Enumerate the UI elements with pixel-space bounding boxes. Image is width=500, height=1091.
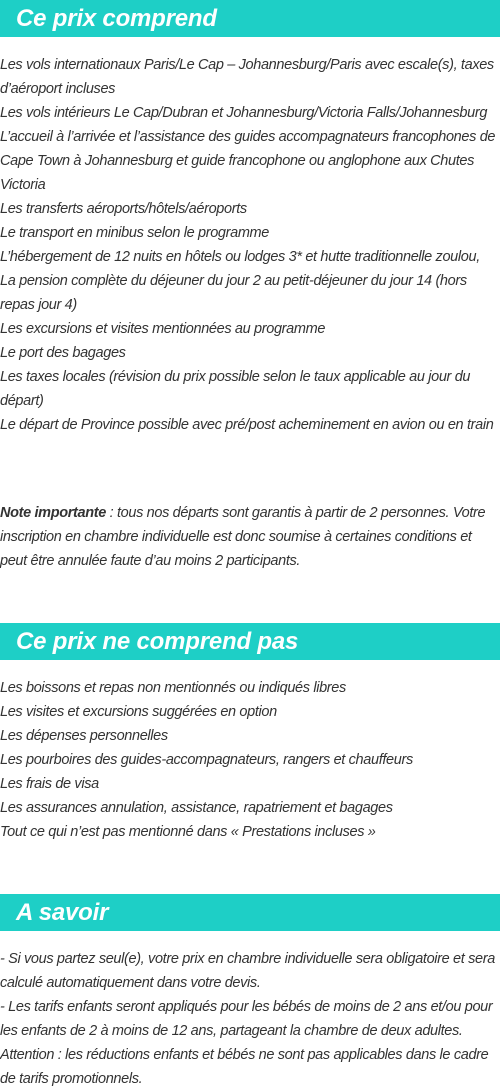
included-list (0, 53, 500, 437)
list-item: Les pourboires des guides-accompagnateurs, rangers et chauffeurs (0, 752, 413, 768)
section-title-included: Ce prix comprend (16, 4, 217, 32)
list-item: La pension complète du déjeuner du jour 2 au petit-déjeuner du jour 14 (hors repas jour 4) (0, 273, 467, 313)
section-title-not-included: Ce prix ne comprend pas (16, 627, 299, 655)
list-item: Les vols intérieurs Le Cap/Dubran et Johannesburg/Victoria Falls/Johannesburg (0, 105, 488, 121)
list-item: Les boissons et repas non mentionnés ou indiqués libres (0, 680, 346, 696)
list-item: Les vols internationaux Paris/Le Cap – Johannesburg/Paris avec escale(s), taxes d’aéroport incluses (0, 57, 494, 97)
list-item: Les taxes locales (révision du prix possible selon le taux applicable au jour du départ) (0, 369, 471, 409)
note-label: Note importante (0, 505, 106, 521)
list-item: Les visites et excursions suggérées en option (0, 704, 277, 720)
info-line: - Les tarifs enfants seront appliqués pour les bébés de moins de 2 ans et/ou pour les enfants de 2 à moins de 12 ans, partageant la chambre de deux adultes. (0, 999, 493, 1039)
good-to-know-body (0, 947, 500, 1091)
list-item: Les dépenses personnelles (0, 728, 168, 744)
section-header-not-included (0, 623, 500, 660)
list-item: Les assurances annulation, assistance, rapatriement et bagages (0, 800, 393, 816)
list-item: Le transport en minibus selon le programme (0, 225, 269, 241)
not-included-list (0, 676, 500, 844)
list-item: Le départ de Province possible avec pré/post acheminement en avion ou en train (0, 417, 494, 433)
info-line: Attention : les réductions enfants et bébés ne sont pas applicables dans le cadre de tarifs promotionnels. (0, 1047, 489, 1087)
section-title-good-to-know: A savoir (16, 898, 109, 926)
note-text: : tous nos départs sont garantis à partir de 2 personnes. Votre inscription en chambre individuelle est donc soumise à certaines conditions et peut être annulée faute d’au moins 2 participants. (0, 505, 486, 569)
list-item: L’accueil à l’arrivée et l’assistance des guides accompagnateurs francophones de Cape Town à Johannesburg et guide francophone ou anglophone aux Chutes Victoria (0, 129, 496, 193)
important-note (0, 501, 500, 573)
section-header-included (0, 0, 500, 37)
list-item: Les excursions et visites mentionnées au programme (0, 321, 326, 337)
list-item: Tout ce qui n’est pas mentionné dans « Prestations incluses » (0, 824, 376, 840)
list-item: Les transferts aéroports/hôtels/aéroports (0, 201, 247, 217)
info-line: - Si vous partez seul(e), votre prix en chambre individuelle sera obligatoire et sera calculé automatiquement dans votre devis. (0, 951, 495, 991)
section-header-good-to-know (0, 894, 500, 931)
list-item: Le port des bagages (0, 345, 126, 361)
list-item: L’hébergement de 12 nuits en hôtels ou lodges 3* et hutte traditionnelle zoulou, (0, 249, 480, 265)
list-item: Les frais de visa (0, 776, 99, 792)
